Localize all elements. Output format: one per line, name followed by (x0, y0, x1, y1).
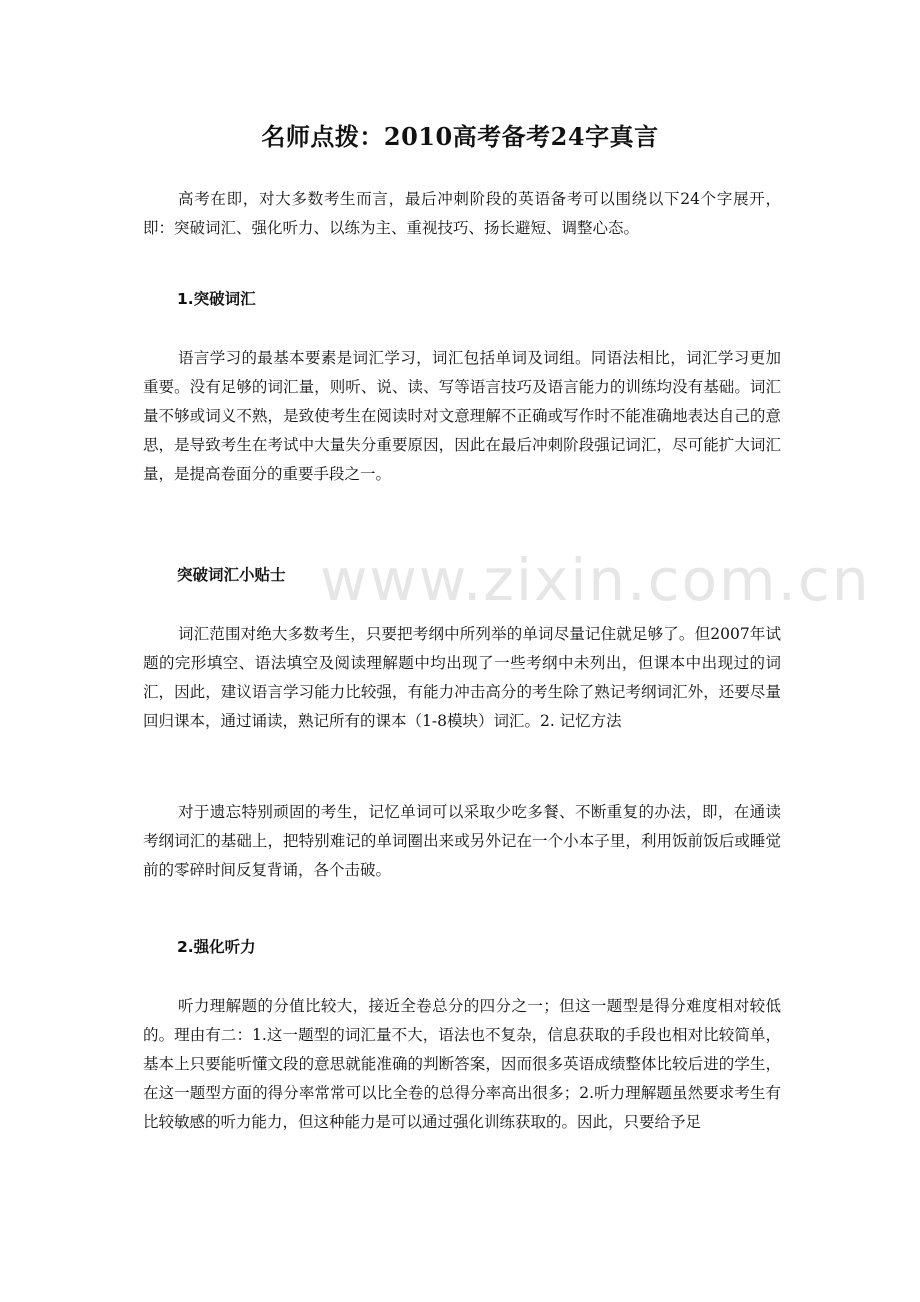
section-heading-vocabulary-tips: 突破词汇小贴士 (177, 566, 286, 584)
section-heading-vocabulary: 1.突破词汇 (177, 290, 256, 308)
document-title: 名师点拨：2010高考备考24字真言 (261, 122, 659, 151)
section-heading-listening: 2.强化听力 (177, 938, 256, 956)
vocabulary-paragraph: 语言学习的最基本要素是词汇学习，词汇包括单词及词组。同语法相比，词汇学习更加重要。没有足够的词汇量，则听、说、读、写等语言技巧及语言能力的训练均没有基础。词汇量不够或词义不熟，是致使考生在阅读时对文意理解不正确或写作时不能准确地表达自己的意思，是导致考生在考试中大量失分重要原因，因此在最后冲刺阶段强记词汇，尽可能扩大词汇量，是提高卷面分的重要手段之一。 (143, 349, 781, 483)
watermark: www.zixin.com.cn (320, 546, 871, 614)
vocabulary-tips-paragraph: 词汇范围对绝大多数考生，只要把考纲中所列举的单词尽量记住就足够了。但2007年试题的完形填空、语法填空及阅读理解题中均出现了一些考纲中未列出，但课本中出现过的词汇，因此，建议语言学习能力比较强，有能力冲击高分的考生除了熟记考纲词汇外，还要尽量回归课本，通过诵读，熟记所有的课本（1-8模块）词汇。2. 记忆方法 (143, 625, 781, 730)
memory-method-paragraph: 对于遗忘特别顽固的考生，记忆单词可以采取少吃多餐、不断重复的办法，即，在通读考纲词汇的基础上，把特别难记的单词圈出来或另外记在一个小本子里，利用饭前饭后或睡觉前的零碎时间反复背诵，各个击破。 (143, 803, 781, 879)
listening-paragraph: 听力理解题的分值比较大，接近全卷总分的四分之一；但这一题型是得分难度相对较低的。理由有二：1.这一题型的词汇量不大，语法也不复杂，信息获取的手段也相对比较简单，基本上只要能听懂文段的意思就能准确的判断答案，因而很多英语成绩整体比较后进的学生，在这一题型方面的得分率常常可以比全卷的总得分率高出很多；2.听力理解题虽然要求考生有比较敏感的听力能力，但这种能力是可以通过强化训练获取的。因此，只要给予足 (143, 997, 781, 1131)
intro-paragraph: 高考在即，对大多数考生而言，最后冲刺阶段的英语备考可以围绕以下24个字展开，即：突破词汇、强化听力、以练为主、重视技巧、扬长避短、调整心态。 (143, 190, 781, 237)
